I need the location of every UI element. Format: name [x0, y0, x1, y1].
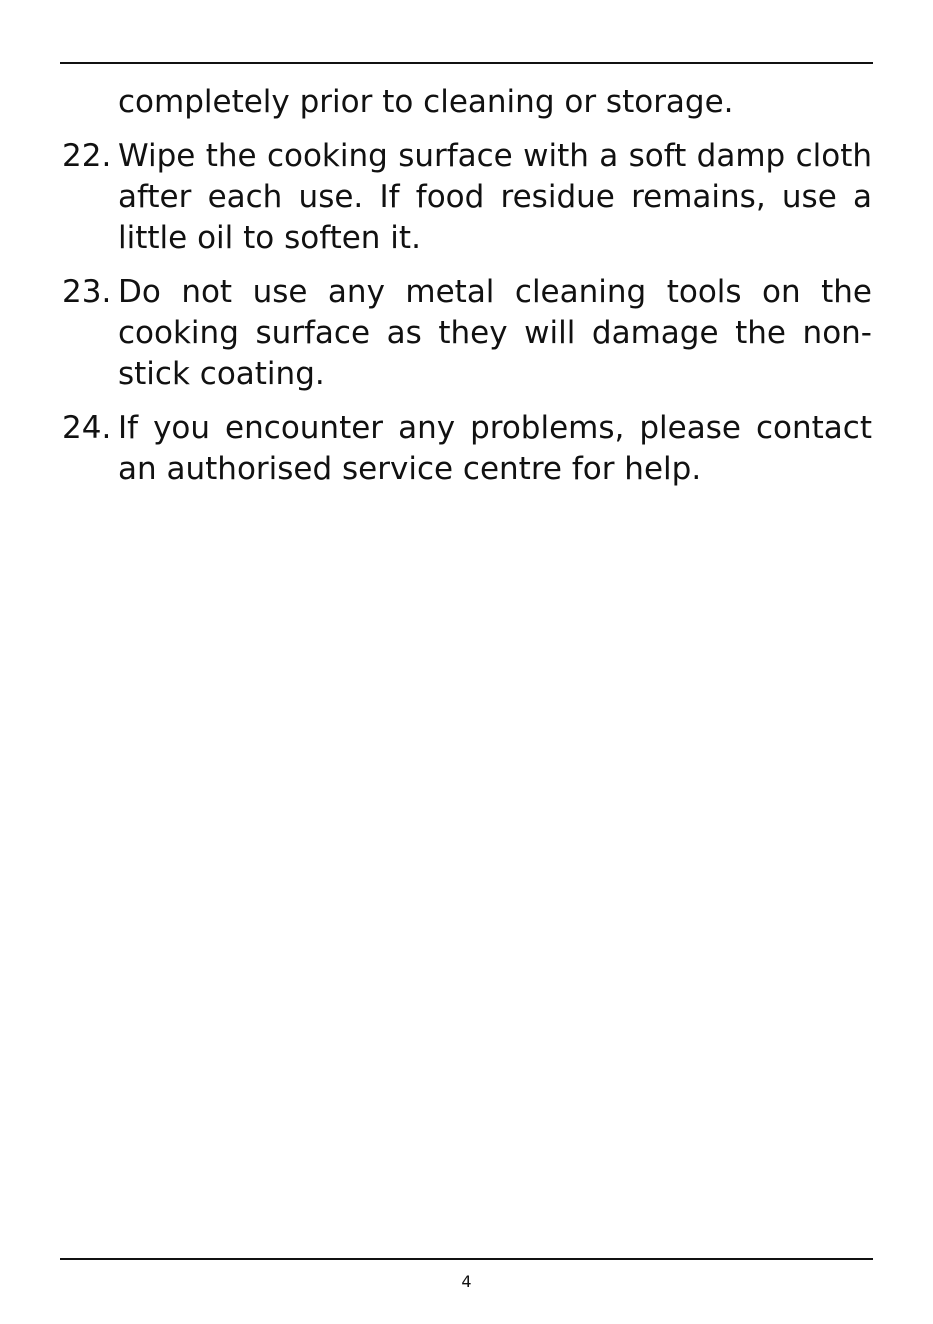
item-number: 24.: [62, 410, 112, 446]
footer-rule: [60, 1258, 873, 1260]
list-item: [62, 82, 872, 123]
item-text: Wipe the cooking surface with a soft damp cloth after each use. If food residue remains, use a little oil to soften it.: [118, 138, 872, 256]
list-item: [62, 272, 872, 395]
item-number: 22.: [62, 138, 112, 174]
item-text: If you encounter any problems, please contact an authorised service centre for help.: [118, 410, 872, 487]
item-text: Do not use any metal cleaning tools on the cooking surface as they will damage the non-stick coating.: [118, 274, 872, 392]
item-text: completely prior to cleaning or storage.: [118, 84, 734, 120]
instructions-list: [62, 82, 872, 503]
list-item: [62, 408, 872, 490]
page-number: 4: [461, 1272, 472, 1291]
header-rule: [60, 62, 873, 64]
item-number: 23.: [62, 274, 112, 310]
list-item: [62, 136, 872, 259]
